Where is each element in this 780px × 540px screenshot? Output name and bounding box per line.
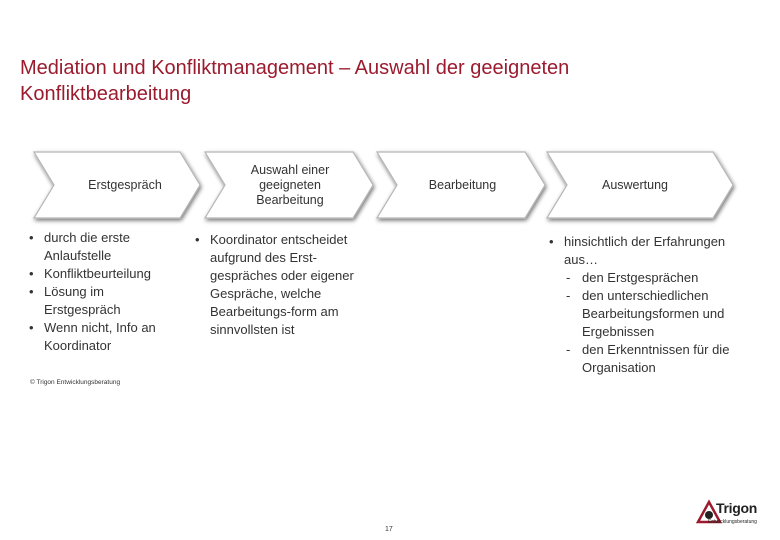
sub-list-item: - den unterschiedlichen Bearbeitungsformen und Ergebnissen	[566, 288, 725, 339]
logo-wordmark: Trigon	[716, 500, 757, 516]
list-item: • Koordinator entscheidet aufgrund des Erst-gespräches oder eigener Gespräche, welche Bearbeitungs-form am sinnvollsten ist	[195, 232, 354, 337]
erstgespraech-list	[24, 229, 184, 355]
sub-list-item: - den Erkenntnissen für die Organisation	[566, 342, 730, 375]
auswahl-list	[190, 231, 368, 339]
logo-subtitle: Entwicklungsberatung	[708, 519, 757, 525]
sub-list-item: - den Erstgesprächen	[566, 270, 699, 285]
trigon-logo	[694, 496, 770, 530]
page-number: 17	[385, 526, 393, 533]
list-item: • Konfliktbeurteilung	[29, 266, 151, 281]
step-label-auswertung: Auswertung	[601, 178, 668, 192]
page-title: Mediation und Konfliktmanagement – Auswahl der geeigneten Konfliktbearbeitung	[20, 57, 570, 105]
auswertung-sublist	[564, 269, 734, 377]
step-label-auswahl: Auswahl einer geeigneten Bearbeitung	[250, 163, 330, 207]
list-item: • hinsichtlich der Erfahrungen aus… - den Erstgesprächen - den unterschiedlichen Bearbeitungsformen und Ergebnissen - den Erkenntnissen für die Organisation	[544, 233, 734, 377]
list-item: • Lösung im Erstgespräch	[29, 284, 121, 317]
step-label-bearbeitung: Bearbeitung	[428, 178, 497, 192]
copyright-note: © Trigon Entwicklungsberatung	[30, 379, 121, 386]
step-label-erstgespraech: Erstgespräch	[88, 178, 162, 192]
list-item: • durch die erste Anlaufstelle	[29, 230, 130, 263]
auswertung-list	[544, 233, 734, 377]
list-item: • Wenn nicht, Info an Koordinator	[29, 320, 156, 353]
